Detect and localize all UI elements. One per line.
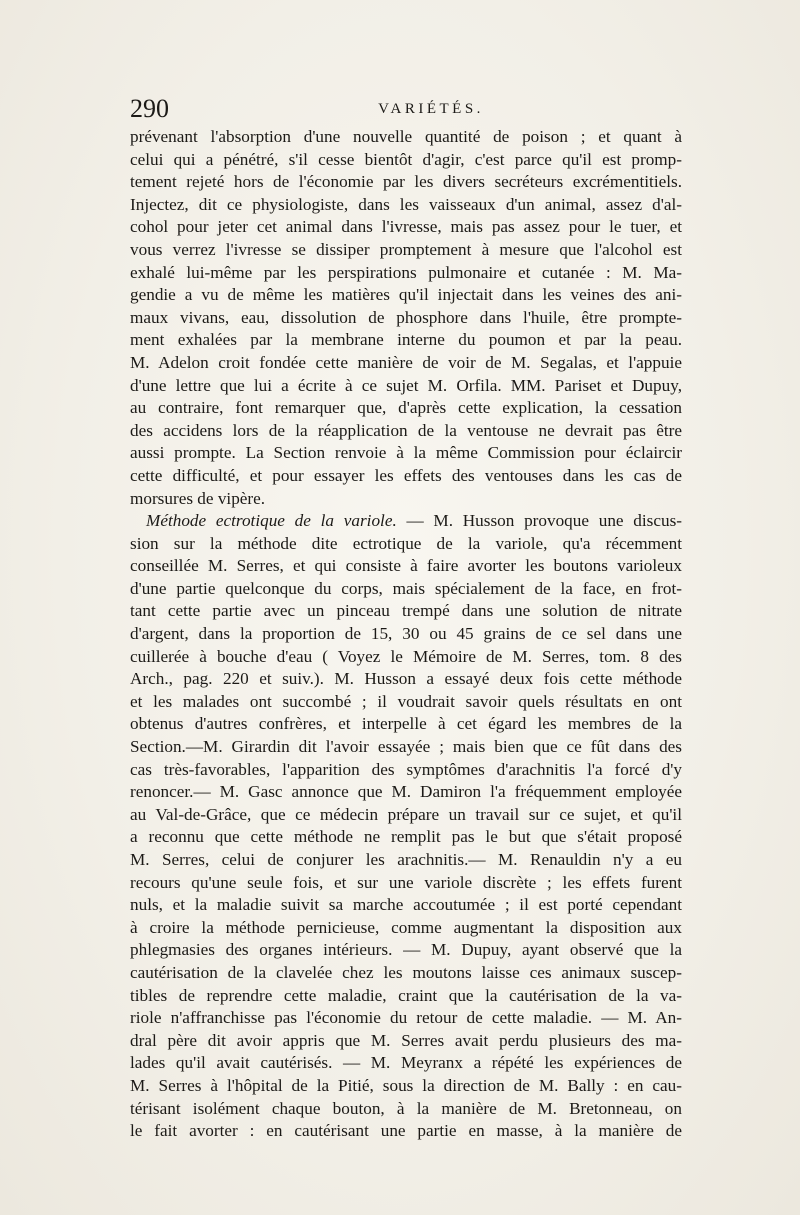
text-line: renoncer.— M. Gasc annonce que M. Damiron l'a fréquemment employée [130, 782, 682, 802]
text-line: au contraire, font remarquer que, d'après cette explication, la cessation [130, 398, 682, 418]
text-line: celui qui a pénétré, s'il cesse bientôt d'agir, c'est parce qu'il est promp- [130, 149, 682, 169]
text-line: d'argent, dans la proportion de 15, 30 ou 45 grains de ce sel dans une [130, 624, 682, 644]
section-title: Méthode ectrotique de la variole. [146, 511, 397, 531]
text-line: vous verrez l'ivresse se dissiper promptement à mesure que l'alcohol est [130, 239, 682, 259]
text-line: riole n'affranchisse pas l'économie du retour de cette maladie. — M. An- [130, 1008, 682, 1028]
page-number: 290 [130, 94, 169, 123]
text-line: des accidens lors de la réapplication de la ventouse ne devrait pas être [130, 420, 682, 440]
paragraph-absorption [130, 126, 682, 510]
text-line: tibles de reprendre cette maladie, craint que la cautérisation de la va- [130, 985, 682, 1005]
text-line: au Val-de-Grâce, que ce médecin prépare un travail sur ce sujet, et qu'il [130, 804, 682, 824]
text-line: M. Serres, celui de conjurer les arachnitis.— M. Renauldin n'y a eu [130, 850, 682, 869]
text-line: cautérisation de la clavelée chez les moutons laisse ces animaux suscep- [130, 962, 682, 982]
text-line: ment exhalées par la membrane interne du poumon et par la peau. [130, 330, 682, 350]
text-line: M. Serres à l'hôpital de la Pitié, sous la direction de M. Bally : en cau- [130, 1075, 682, 1095]
text-line: a reconnu que cette méthode ne remplit pas le but que s'était proposé [130, 827, 682, 847]
text-line: maux vivans, eau, dissolution de phosphore dans l'huile, être prompte- [130, 307, 682, 327]
text-line: gendie a vu de même les matières qu'il injectait dans les veines des ani- [130, 285, 682, 305]
text-line: recours qu'une seule fois, et sur une variole discrète ; les effets furent [130, 872, 682, 892]
text-line: dral père dit avoir appris que M. Serres avait perdu plusieurs des ma- [130, 1030, 682, 1050]
first-line-text: — M. Husson provoque une discus- [406, 511, 682, 531]
text-line: exhalé lui-même par les perspirations pulmonaire et cutanée : M. Ma- [130, 262, 682, 282]
text-line: cohol pour jeter cet animal dans l'ivresse, mais pas assez pour le tuer, et [130, 217, 682, 237]
text-line: tement rejeté hors de l'économie par les divers secréteurs excrémentitiels. [130, 172, 682, 192]
text-line: d'une partie quelconque du corps, mais spécialement de la face, en frot- [130, 578, 682, 598]
text-line: tant cette partie avec un pinceau trempé dans une solution de nitrate [130, 601, 682, 621]
running-title: VARIÉTÉS. [378, 101, 484, 117]
running-head [130, 94, 682, 124]
paragraph-first-line [130, 510, 682, 533]
text-line: Injectez, dit ce physiologiste, dans les vaisseaux d'un animal, assez d'al- [130, 194, 682, 214]
text-line: térisant isolément chaque bouton, à la manière de M. Bretonneau, on [130, 1098, 682, 1118]
text-line: M. Adelon croit fondée cette manière de voir de M. Segalas, et l'appuie [130, 352, 682, 372]
text-line: et les malades ont succombé ; il voudrait savoir quels résultats en ont [130, 691, 682, 711]
paragraph-ectrotic-method [130, 510, 682, 1143]
text-line: aussi prompte. La Section renvoie à la même Commission pour éclaircir [130, 443, 682, 463]
text-line: sion sur la méthode dite ectrotique de la variole, qu'a récemment [130, 533, 682, 553]
text-line: obtenus d'autres confrères, et interpelle à cet égard les membres de la [130, 714, 682, 734]
text-line: d'une lettre que lui a écrite à ce sujet M. Orfila. MM. Pariset et Dupuy, [130, 375, 682, 395]
text-line: cuillerée à bouche d'eau ( Voyez le Mémoire de M. Serres, tom. 8 des [130, 646, 682, 666]
book-page [130, 94, 682, 1143]
text-line: morsures de vipère. [130, 488, 266, 508]
text-line: cette difficulté, et pour essayer les effets des ventouses dans les cas de [130, 465, 682, 485]
text-line: prévenant l'absorption d'une nouvelle quantité de poison ; et quant à [130, 127, 682, 146]
text-line: lades qu'il avait cautérisés. — M. Meyranx a répété les expériences de [130, 1053, 682, 1073]
text-line: Arch., pag. 220 et suiv.). M. Husson a essayé deux fois cette méthode [130, 669, 682, 689]
text-line: conseillée M. Serres, et qui consiste à faire avorter les boutons varioleux [130, 556, 682, 576]
text-line: cas très-favorables, l'apparition des symptômes d'arachnitis l'a forcé d'y [130, 759, 682, 779]
text-line: phlegmasies des organes intérieurs. — M. Dupuy, ayant observé que la [130, 940, 682, 960]
text-line: nuls, et la maladie suivit sa marche accoutumée ; il est porté cependant [130, 895, 682, 915]
text-line: Section.—M. Girardin dit l'avoir essayée ; mais bien que ce fût dans des [130, 737, 682, 757]
text-line: le fait avorter : en cautérisant une partie en masse, à la manière de [130, 1121, 682, 1141]
text-line: à croire la méthode pernicieuse, comme augmentant la disposition aux [130, 917, 682, 937]
